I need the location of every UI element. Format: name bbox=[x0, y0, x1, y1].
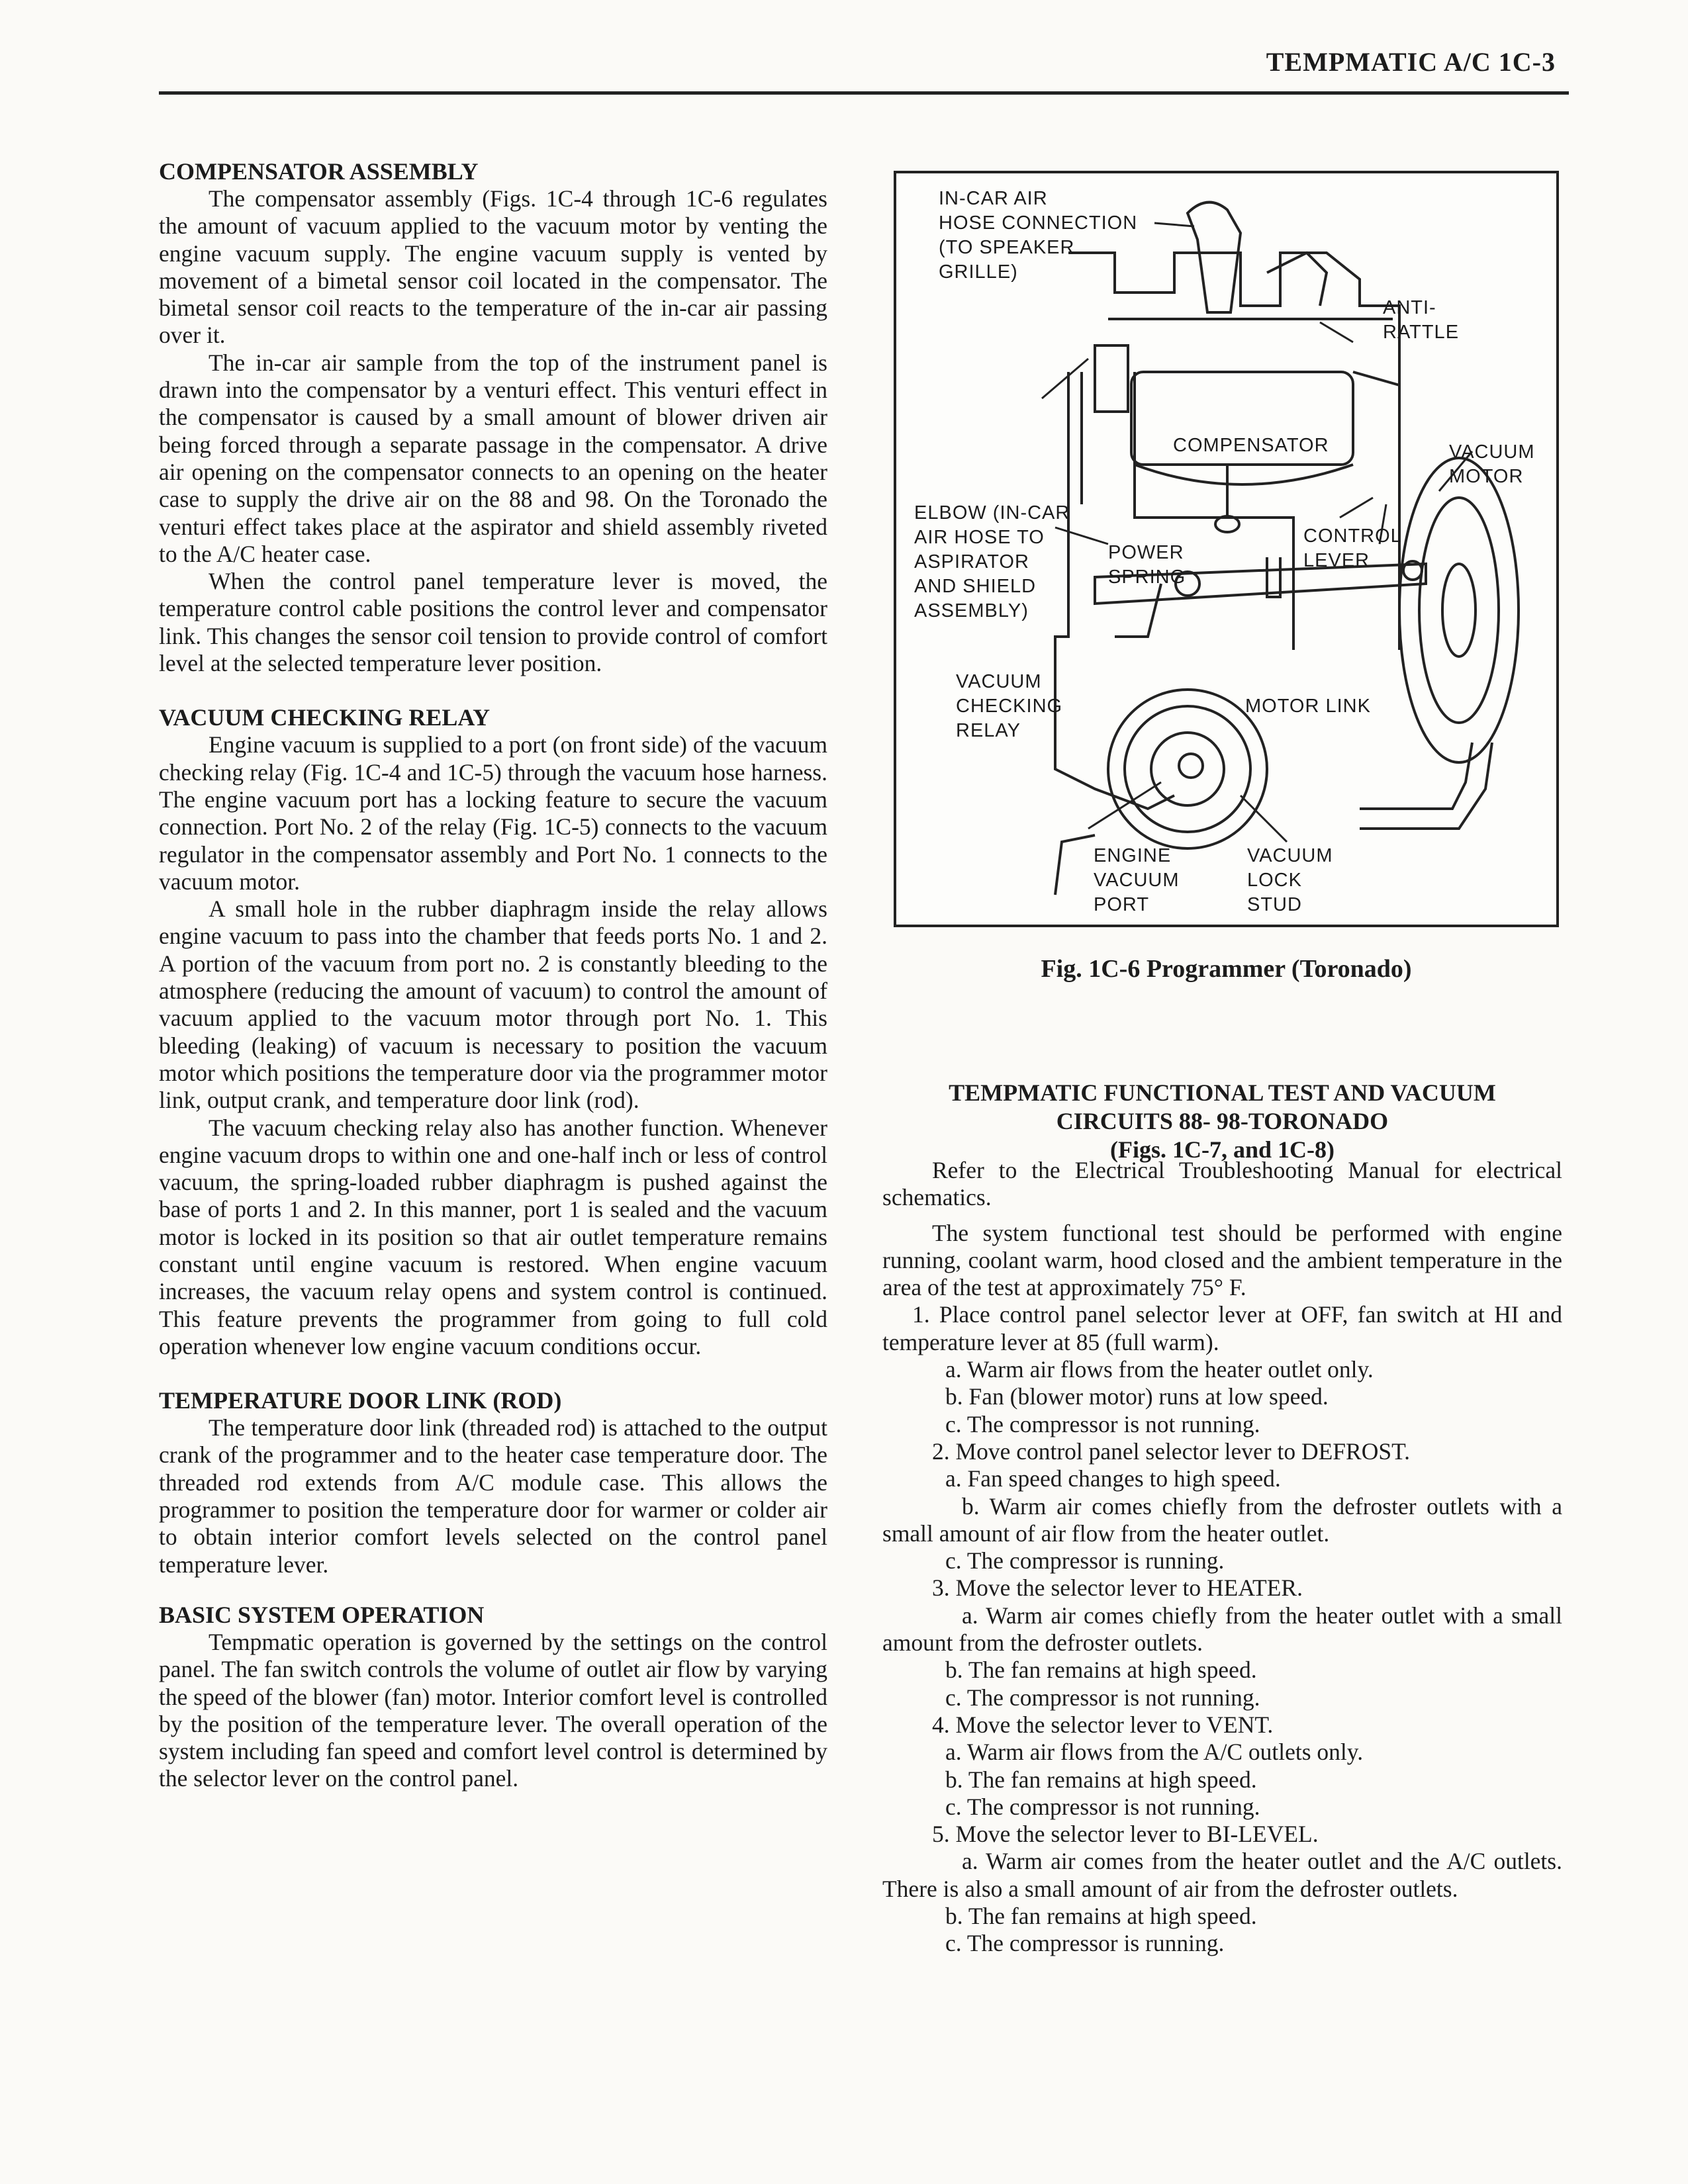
step-1b: b. Fan (blower motor) runs at low speed. bbox=[945, 1383, 1329, 1410]
step-2b: b. Warm air comes chiefly from the defroster outlets with a small amount of air flow from the heater outlet. bbox=[882, 1492, 1562, 1547]
step-1: 1. Place control panel selector lever at OFF, fan switch at HI and temperature lever at 85 (full warm). bbox=[882, 1301, 1562, 1355]
test-conditions-paragraph: The system functional test should be performed with engine running, coolant warm, hood closed and the ambient temperature in the area of the test at approximately 75° F. bbox=[882, 1219, 1562, 1301]
step-5a: a. Warm air comes from the heater outlet and the A/C outlets. There is also a small amount of air from the defroster outlets. bbox=[882, 1848, 1562, 1902]
step-5c: c. The compressor is running. bbox=[945, 1930, 1225, 1957]
step-5: 5. Move the selector lever to BI-LEVEL. bbox=[932, 1821, 1319, 1848]
step-1a: a. Warm air flows from the heater outlet only. bbox=[945, 1356, 1374, 1383]
relay-paragraph-3: The vacuum checking relay also has another function. Whenever engine vacuum drops to within one and one-half inch or less of control vacuum, the spring-loaded rubber diaphragm is pushed against the base of ports 1 and 2. In this manner, port 1 is sealed and the vacuum motor is locked in its position so that air outlet temperature remains constant until engine vacuum is restored. When engine vacuum increases, the vacuum relay opens and system control is continued. This feature prevents the programmer from going to full cold operation whenever low engine vacuum conditions occur. bbox=[159, 1114, 827, 1359]
relay-paragraph-2: A small hole in the rubber diaphragm inside the relay allows engine vacuum to pass into the chamber that feeds ports No. 1 and 2. A portion of the vacuum from port no. 2 is constantly bleeding to the atmosphere (reducing the amount of vacuum) to control the amount of vacuum applied to the vacuum motor through port No. 1. This bleeding (leaking) of vacuum is necessary to position the vacuum motor which positions the temperature door via the programmer motor link, output crank, and temperature door link (rod). bbox=[159, 895, 827, 1114]
label-incar-hose: IN-CAR AIR HOSE CONNECTION (TO SPEAKER GRILLE) bbox=[939, 188, 1138, 283]
intro-paragraph: Refer to the Electrical Troubleshooting Manual for electrical schematics. bbox=[882, 1157, 1562, 1211]
label-engine-vacuum-port: ENGINE VACUUM PORT bbox=[1094, 845, 1180, 915]
test-title-line-3: (Figs. 1C-7, and 1C-8) bbox=[1110, 1136, 1335, 1163]
compensator-paragraph-2: The in-car air sample from the top of the instrument panel is drawn into the compensator by a venturi effect. This venturi effect in the compensator is caused by a small amount of blower driven air being forced through a separate passage in the compensator. A drive air opening on the compensator connects to an opening on the heater case to supply the drive air on the 88 and 98. On the Toronado the venturi effect takes place at the aspirator and shield assembly riveted to the A/C heater case. bbox=[159, 349, 827, 567]
figure-caption: Fig. 1C-6 Programmer (Toronado) bbox=[1041, 955, 1412, 983]
label-control-lever: CONTROL LEVER bbox=[1303, 525, 1402, 571]
test-title-line-2: CIRCUITS 88- 98-TORONADO bbox=[1056, 1108, 1389, 1134]
step-3: 3. Move the selector lever to HEATER. bbox=[932, 1574, 1303, 1602]
step-4a: a. Warm air flows from the A/C outlets only. bbox=[945, 1739, 1364, 1766]
basic-operation-paragraph: Tempmatic operation is governed by the settings on the control panel. The fan switch controls the volume of outlet air flow by varying the speed of the blower (fan) motor. Interior comfort level is controlled by the position of the temperature lever. The overall operation of the system including fan speed and comfort level control is determined by the selector lever on the control panel. bbox=[159, 1628, 827, 1792]
step-4b: b. The fan remains at high speed. bbox=[945, 1766, 1257, 1793]
relay-paragraph-1: Engine vacuum is supplied to a port (on front side) of the vacuum checking relay (Fig. 1C-4 and 1C-5) through the vacuum hose harness. The engine vacuum port has a locking feature to secure the vacuum connection. Port No. 2 of the relay (Fig. 1C-5) connects to the vacuum regulator in the compensator assembly and Port No. 1 connects to the vacuum motor. bbox=[159, 731, 827, 895]
left-column bbox=[159, 158, 827, 1793]
step-5b: b. The fan remains at high speed. bbox=[945, 1903, 1257, 1930]
step-4c: c. The compressor is not running. bbox=[945, 1793, 1260, 1820]
step-2a: a. Fan speed changes to high speed. bbox=[945, 1465, 1281, 1492]
label-vacuum-checking-relay: VACUUM CHECKING RELAY bbox=[956, 671, 1063, 741]
step-2c: c. The compressor is running. bbox=[945, 1547, 1225, 1574]
step-1c: c. The compressor is not running. bbox=[945, 1410, 1260, 1437]
relay-heading: VACUUM CHECKING RELAY bbox=[159, 704, 491, 731]
header-title: TEMPMATIC A/C 1C-3 bbox=[1266, 47, 1556, 77]
step-4: 4. Move the selector lever to VENT. bbox=[932, 1711, 1274, 1738]
label-compensator: COMPENSATOR bbox=[1173, 435, 1329, 456]
label-anti-rattle: ANTI- RATTLE bbox=[1383, 297, 1460, 343]
right-column bbox=[882, 1157, 1562, 1958]
step-3a: a. Warm air comes chiefly from the heater outlet with a small amount from the defroster outlets. bbox=[882, 1602, 1562, 1657]
step-3b: b. The fan remains at high speed. bbox=[945, 1657, 1257, 1684]
test-section-title bbox=[882, 1079, 1562, 1164]
programmer-figure bbox=[894, 171, 1559, 927]
compensator-paragraph-3: When the control panel temperature lever is moved, the temperature control cable positions the control lever and compensator link. This changes the sensor coil tension to provide control of comfort level at the selected temperature lever position. bbox=[159, 568, 827, 677]
step-3c: c. The compressor is not running. bbox=[945, 1684, 1260, 1711]
test-title-line-1: TEMPMATIC FUNCTIONAL TEST AND VACUUM bbox=[949, 1079, 1496, 1106]
compensator-heading: COMPENSATOR ASSEMBLY bbox=[159, 158, 479, 185]
label-vacuum-motor: VACUUM MOTOR bbox=[1449, 441, 1535, 487]
door-link-heading: TEMPERATURE DOOR LINK (ROD) bbox=[159, 1387, 562, 1414]
label-vacuum-lock-stud: VACUUM LOCK STUD bbox=[1247, 845, 1333, 915]
label-motor-link: MOTOR LINK bbox=[1245, 696, 1371, 717]
label-elbow: ELBOW (IN-CAR AIR HOSE TO ASPIRATOR AND SHIELD ASSEMBLY) bbox=[914, 502, 1070, 621]
basic-operation-heading: BASIC SYSTEM OPERATION bbox=[159, 1601, 485, 1628]
door-link-paragraph: The temperature door link (threaded rod) is attached to the output crank of the programmer and to the heater case temperature door. The threaded rod extends from A/C module case. This allows the programmer to position the temperature door for warmer or colder air to obtain interior comfort levels selected on the control panel temperature lever. bbox=[159, 1414, 827, 1578]
step-2: 2. Move control panel selector lever to DEFROST. bbox=[932, 1437, 1410, 1465]
compensator-paragraph-1: The compensator assembly (Figs. 1C-4 through 1C-6 regulates the amount of vacuum applied to the vacuum motor by venting the engine vacuum supply. The engine vacuum supply is vented by movement of a bimetal sensor coil located in the compensator. The bimetal sensor coil reacts to the temperature of the in-car air passing over it. bbox=[159, 185, 827, 349]
label-power-spring: POWER SPRING bbox=[1108, 542, 1186, 588]
page-header bbox=[159, 38, 1569, 95]
